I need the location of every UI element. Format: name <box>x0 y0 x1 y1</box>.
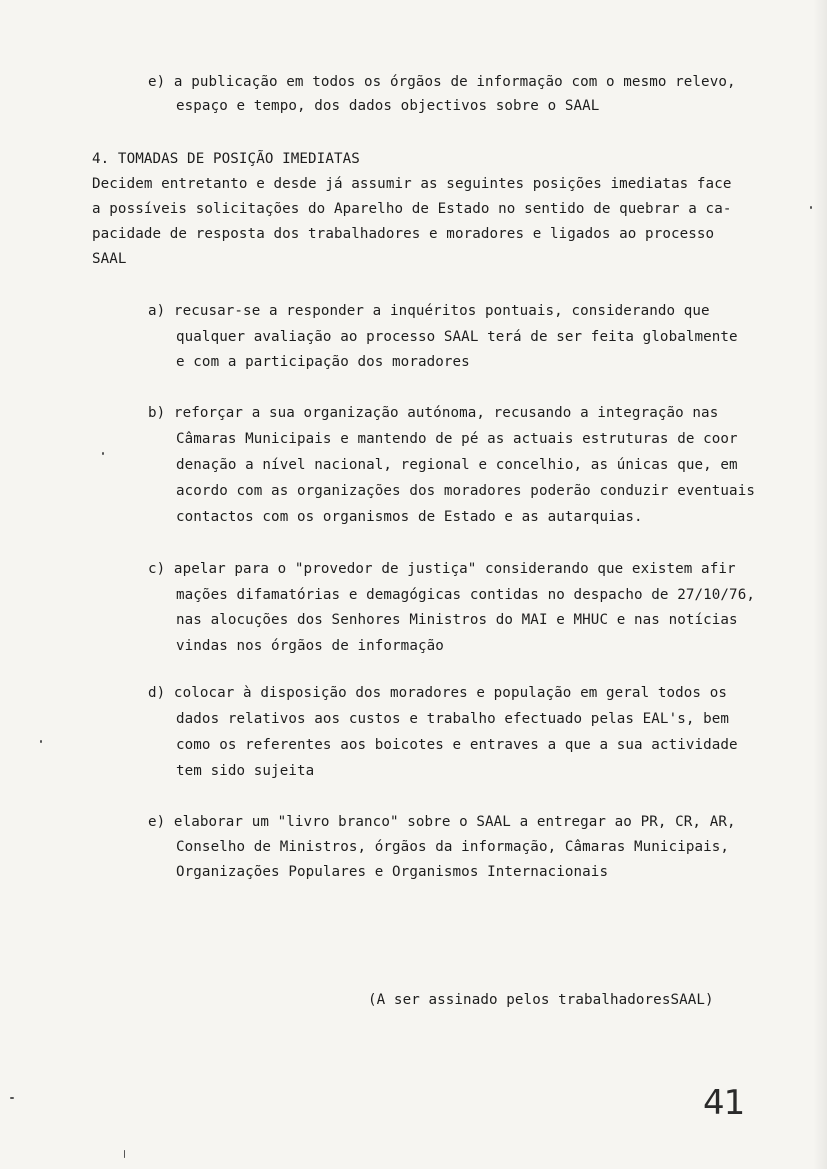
scan-speck <box>10 1097 14 1099</box>
list-item-line: e com a participação dos moradores <box>176 354 470 370</box>
list-item-line: vindas nos órgãos de informação <box>176 638 444 654</box>
list-item-line: dados relativos aos custos e trabalho efectuado pelas EAL's, bem <box>176 711 730 727</box>
list-item-line: c) apelar para o "provedor de justiça" considerando que existem afir <box>148 561 736 577</box>
scan-speck <box>810 206 812 209</box>
text-line: espaço e tempo, dos dados objectivos sobre o SAAL <box>176 98 600 114</box>
list-item-line: Organizações Populares e Organismos Internacionais <box>176 864 609 880</box>
list-item-line: Conselho de Ministros, órgãos da informação, Câmaras Municipais, <box>176 839 730 855</box>
scan-speck <box>124 1150 125 1158</box>
text-line: Decidem entretanto e desde já assumir as seguintes posições imediatas face <box>92 176 732 192</box>
text-line: SAAL <box>92 251 127 267</box>
list-item-line: Câmaras Municipais e mantendo de pé as actuais estruturas de coor <box>176 431 738 447</box>
list-item-line: denação a nível nacional, regional e concelhio, as únicas que, em <box>176 457 738 473</box>
signature-note: (A ser assinado pelos trabalhadoresSAAL) <box>368 992 714 1008</box>
list-item-line: nas alocuções dos Senhores Ministros do MAI e MHUC e nas notícias <box>176 612 738 628</box>
list-item-line: a) recusar-se a responder a inquéritos pontuais, considerando que <box>148 303 710 319</box>
list-item-line: contactos com os organismos de Estado e as autarquias. <box>176 509 643 525</box>
text-line: pacidade de resposta dos trabalhadores e moradores e ligados ao processo <box>92 226 715 242</box>
text-line: a possíveis solicitações do Aparelho de Estado no sentido de quebrar a ca- <box>92 201 732 217</box>
list-item-line: b) reforçar a sua organização autónoma, recusando a integração nas <box>148 405 719 421</box>
page-edge-shadow <box>813 0 827 1169</box>
page-number: 41 <box>703 1083 745 1123</box>
list-item-line: e) elaborar um "livro branco" sobre o SAAL a entregar ao PR, CR, AR, <box>148 814 736 830</box>
text-line: e) a publicação em todos os órgãos de informação com o mesmo relevo, <box>148 74 736 90</box>
list-item-line: qualquer avaliação ao processo SAAL terá de ser feita globalmente <box>176 329 738 345</box>
list-item-line: mações difamatórias e demagógicas contidas no despacho de 27/10/76, <box>176 587 755 603</box>
list-item-line: como os referentes aos boicotes e entraves a que a sua actividade <box>176 737 738 753</box>
list-item-line: tem sido sujeita <box>176 763 315 779</box>
list-item-line: acordo com as organizações dos moradores poderão conduzir eventuais <box>176 483 755 499</box>
list-item-line: d) colocar à disposição dos moradores e população em geral todos os <box>148 685 727 701</box>
scan-speck <box>40 740 42 743</box>
scan-speck <box>102 452 104 455</box>
section-heading: 4. TOMADAS DE POSIÇÃO IMEDIATAS <box>92 151 360 167</box>
